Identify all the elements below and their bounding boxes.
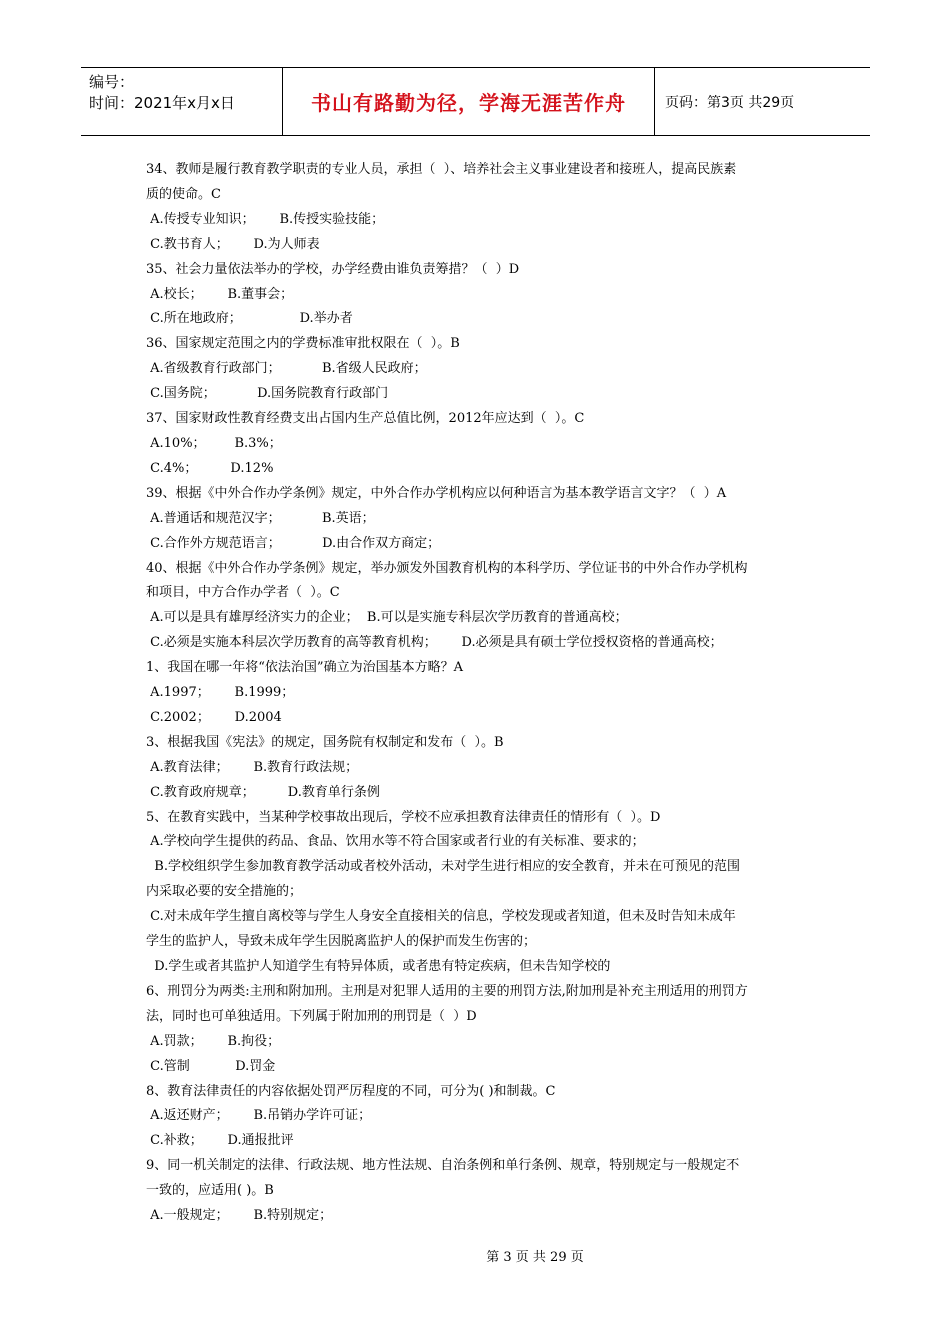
text-line: C.必须是实施本科层次学历教育的高等教育机构； D.必须是具有硕士学位授权资格的普通高校； (146, 635, 723, 651)
text-line: A.校长； B.董事会； (146, 286, 294, 302)
text-line: 内采取必要的安全措施的； (146, 884, 303, 900)
text-line: A.罚款； B.拘役； (146, 1033, 281, 1049)
text-line: D.学生或者其监护人知道学生有特异体质，或者患有特定疾病，但未告知学校的 (146, 959, 611, 974)
text-line: A.一般规定； B.特别规定； (146, 1208, 333, 1224)
text-line: C.教育政府规章； D.教育单行条例 (146, 784, 380, 800)
text-line: C.对未成年学生擅自离校等与学生人身安全直接相关的信息，学校发现或者知道，但未及时告知未成年 (146, 909, 736, 925)
page-footer: 第 3 页 共 29 页 (486, 1250, 584, 1265)
text-line: C.4%； D.12% (146, 460, 274, 476)
text-line: 质的使命。C (146, 186, 221, 202)
text-line: 法，同时也可单独适用。下列属于附加刑的刑罚是（ ）D (146, 1008, 477, 1024)
text-line: A.教育法律； B.教育行政法规； (146, 759, 359, 775)
document-date-label: 时间：2021年x月x日 (89, 94, 235, 112)
text-line: 9、同一机关制定的法律、行政法规、地方性法规、自治条例和单行条例、规章，特别规定与一般规定不 (146, 1158, 740, 1174)
text-line: 学生的监护人，导致未成年学生因脱离监护人的保护而发生伤害的； (146, 934, 537, 950)
text-line: A.返还财产； B.吊销办学许可证； (146, 1108, 372, 1124)
text-line: 34、教师是履行教育教学职责的专业人员，承担（ ）、培养社会主义事业建设者和接班人，提高民族素 (146, 162, 737, 177)
text-line: 5、在教育实践中，当某种学校事故出现后，学校不应承担教育法律责任的情形有（ ）。D (146, 809, 661, 825)
text-line: C.补救； D.通报批评 (146, 1133, 294, 1149)
text-line: 8、教育法律责任的内容依据处罚严厉程度的不同，可分为( )和制裁。C (146, 1083, 556, 1099)
text-line: C.管制 D.罚金 (146, 1058, 276, 1074)
text-line: 和项目，中方合作办学者（ ）。C (146, 585, 340, 601)
document-number-label: 编号： (89, 73, 135, 91)
text-line: C.合作外方规范语言； D.由合作双方商定； (146, 535, 441, 551)
text-line: 1、我国在哪一年将“依法治国”确立为治国基本方略？A (146, 660, 463, 676)
text-line: 3、根据我国《宪法》的规定，国务院有权制定和发布（ ）。B (146, 734, 504, 750)
text-line: A.普通话和规范汉字； B.英语； (146, 510, 375, 526)
header-meta (81, 68, 283, 135)
page-header (81, 67, 870, 136)
text-line: C.2002； D.2004 (146, 709, 282, 725)
text-line: A.可以是具有雄厚经济实力的企业； B.可以是实施专科层次学历教育的普通高校； (146, 610, 628, 626)
text-line: C.国务院； D.国务院教育行政部门 (146, 386, 389, 402)
header-page-info: 页码：第3页 共29页 (665, 94, 795, 111)
text-line: 40、根据《中外合作办学条例》规定，举办颁发外国教育机构的本科学历、学位证书的中外合作办学机构 (146, 560, 748, 576)
text-line: 一致的，应适用( )。B (146, 1183, 274, 1199)
text-line: A.10%； B.3%； (146, 435, 282, 451)
text-line: A.学校向学生提供的药品、食品、饮用水等不符合国家或者行业的有关标准、要求的； (146, 834, 645, 850)
text-line: 39、根据《中外合作办学条例》规定，中外合作办学机构应以何种语言为基本教学语言文字？（ ）A (146, 485, 727, 501)
text-line: 35、社会力量依法举办的学校，办学经费由谁负责筹措？（ ）D (146, 261, 520, 277)
text-line: C.所在地政府； D.举办者 (146, 311, 353, 327)
header-motto: 书山有路勤为径，学海无涯苦作舟 (283, 68, 655, 135)
text-line: A.1997； B.1999； (146, 685, 295, 701)
text-line: 37、国家财政性教育经费支出占国内生产总值比例，2012年应达到（ ）。C (146, 411, 585, 427)
text-line: 36、国家规定范围之内的学费标准审批权限在（ ）。B (146, 336, 460, 352)
text-line: C.教书育人； D.为人师表 (146, 236, 320, 252)
text-line: A.省级教育行政部门； B.省级人民政府； (146, 361, 427, 377)
document-body (146, 158, 811, 1229)
text-line: B.学校组织学生参加教育教学活动或者校外活动，未对学生进行相应的安全教育，并未在可预见的范围 (146, 859, 740, 875)
text-line: A.传授专业知识； B.传授实验技能； (146, 211, 385, 227)
text-line: 6、刑罚分为两类:主刑和附加刑。主刑是对犯罪人适用的主要的刑罚方法,附加刑是补充主刑适用的刑罚方 (146, 983, 748, 999)
